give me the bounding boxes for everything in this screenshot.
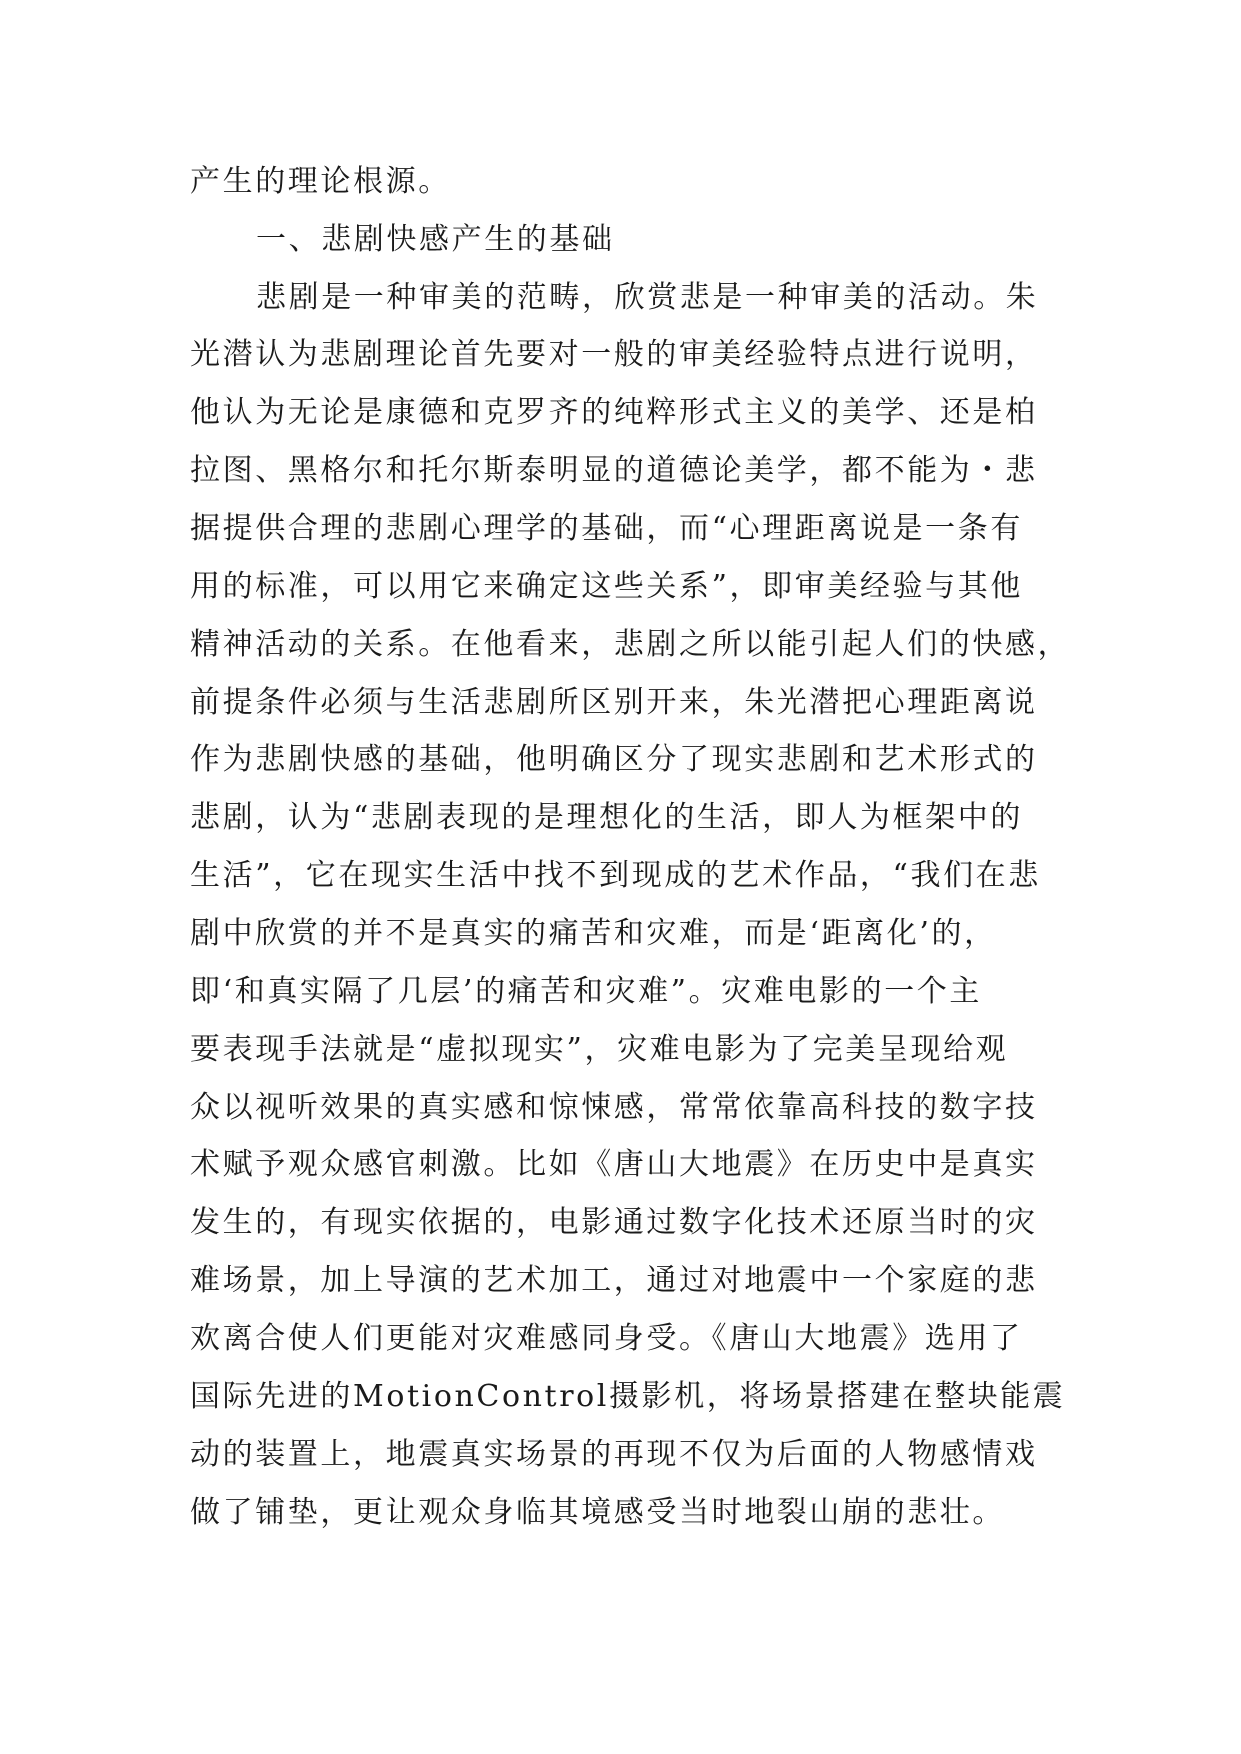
text-line-22: 国际先进的MotionControl摄影机，将场景搭建在整块能震 [190, 1379, 1066, 1414]
text-line-18: 术赋予观众感官刺激。比如《唐山大地震》在历史中是真实 [190, 1147, 1038, 1182]
text-line-12: 悲剧，认为“悲剧表现的是理想化的生活，即人为框架中的 [190, 800, 1023, 835]
text-line-23: 动的装置上，地震真实场景的再现不仅为后面的人物感情戏 [190, 1437, 1038, 1472]
text-line-14: 剧中欣赏的并不是真实的痛苦和灾难，而是‘距离化’的， [190, 916, 997, 951]
section-heading: 一、悲剧快感产生的基础 [256, 222, 615, 257]
text-line-17: 众以视听效果的真实感和惊悚感，常常依靠高科技的数字技 [190, 1090, 1038, 1125]
text-line-11: 作为悲剧快感的基础，他明确区分了现实悲剧和艺术形式的 [190, 742, 1038, 777]
text-line-5: 他认为无论是康德和克罗齐的纯粹形式主义的美学、还是柏 [190, 395, 1038, 430]
text-line-1: 产生的理论根源。 [190, 164, 451, 199]
text-line-24: 做了铺垫，更让观众身临其境感受当时地裂山崩的悲壮。 [190, 1495, 1005, 1530]
text-line-13: 生活”，它在现实生活中找不到现成的艺术作品，“我们在悲 [190, 858, 1041, 893]
text-line-19: 发生的，有现实依据的，电影通过数字化技术还原当时的灾 [190, 1205, 1038, 1240]
text-line-3: 悲剧是一种审美的范畴，欣赏悲是一种审美的活动。朱 [256, 280, 1039, 315]
text-line-8: 用的标准，可以用它来确定这些关系”，即审美经验与其他 [190, 569, 1023, 604]
text-line-9: 精神活动的关系。在他看来，悲剧之所以能引起人们的快感， [190, 627, 1071, 662]
text-line-6: 拉图、黑格尔和托尔斯泰明显的道德论美学，都不能为・悲 [190, 453, 1038, 488]
text-line-16: 要表现手法就是“虚拟现实”，灾难电影为了完美呈现给观 [190, 1032, 1009, 1067]
text-line-15: 即‘和真实隔了几层’的痛苦和灾难”。灾难电影的一个主 [190, 974, 983, 1009]
text-line-21: 欢离合使人们更能对灾难感同身受。《唐山大地震》选用了 [190, 1321, 1023, 1356]
text-line-10: 前提条件必须与生活悲剧所区别开来，朱光潜把心理距离说 [190, 685, 1038, 720]
text-line-20: 难场景，加上导演的艺术加工，通过对地震中一个家庭的悲 [190, 1263, 1038, 1298]
text-line-7: 据提供合理的悲剧心理学的基础，而“心理距离说是一条有 [190, 511, 1023, 546]
text-line-4: 光潜认为悲剧理论首先要对一般的审美经验特点进行说明， [190, 337, 1038, 372]
